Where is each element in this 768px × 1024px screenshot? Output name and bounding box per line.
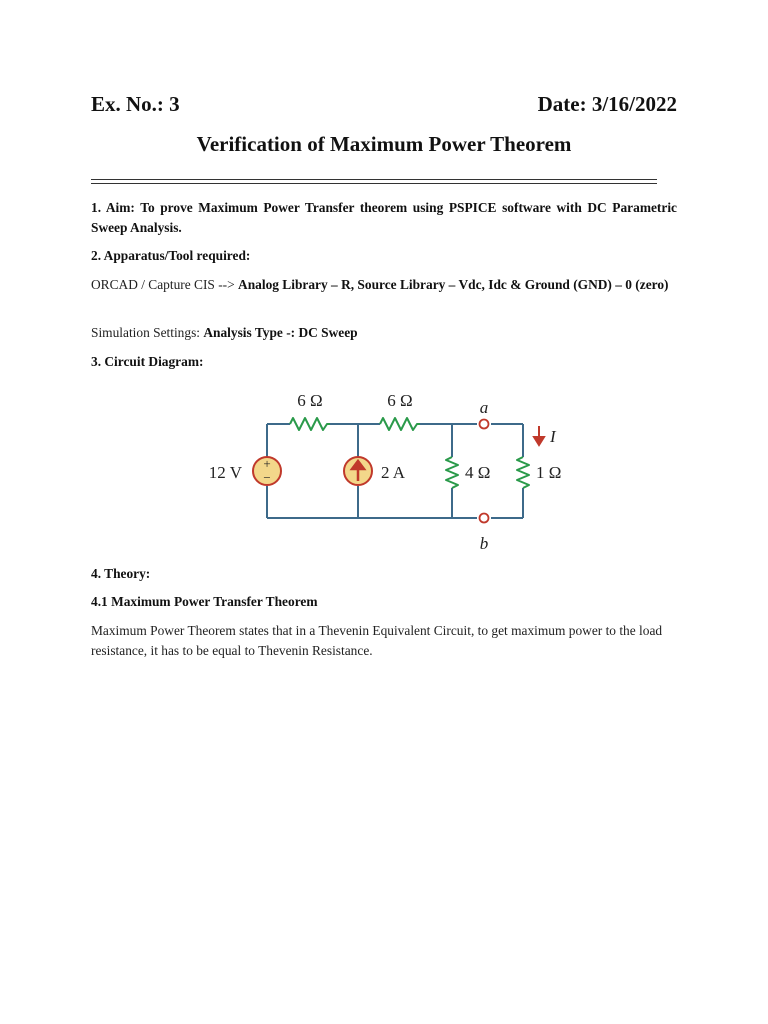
apparatus-heading: 2. Apparatus/Tool required: xyxy=(91,248,251,263)
apparatus-text xyxy=(91,275,677,295)
exercise-date: Date: 3/16/2022 xyxy=(537,92,677,116)
node-b-label: b xyxy=(479,534,489,553)
plus-sign: + xyxy=(263,456,271,471)
theory-heading: 4. Theory: xyxy=(91,566,151,581)
r3-label: 4 Ω xyxy=(465,463,491,482)
exercise-number: Ex. No.: 3 xyxy=(91,92,180,116)
circuit-heading: 3. Circuit Diagram: xyxy=(91,354,204,369)
load-resistor-label: 1 Ω xyxy=(536,463,562,482)
simulation-settings xyxy=(91,323,677,343)
page-title: Verification of Maximum Power Theorem xyxy=(196,132,572,156)
resistor-r2 xyxy=(380,418,420,430)
r2-label: 6 Ω xyxy=(387,391,413,410)
resistor-load xyxy=(517,457,529,488)
current-source-label: 2 A xyxy=(381,463,406,482)
resistor-r3 xyxy=(446,457,458,488)
theory-body: Maximum Power Theorem states that in a Thevenin Equivalent Circuit, to get maximum power to the load resistance, it has to be equal to Thevenin Resistance. xyxy=(91,623,663,658)
title-divider-bottom xyxy=(91,183,657,184)
terminal-b xyxy=(480,514,489,523)
title-divider-top xyxy=(91,179,657,180)
voltage-source-symbol xyxy=(253,456,281,485)
simulation-prefix: Simulation Settings: xyxy=(91,325,204,340)
voltage-source-label: 12 V xyxy=(208,463,242,482)
circuit-diagram xyxy=(195,385,580,555)
aim-text: 1. Aim: To prove Maximum Power Transfer theorem using PSPICE software with DC Parametric Sweep Analysis. xyxy=(91,200,677,235)
resistor-r1 xyxy=(290,418,330,430)
minus-sign: − xyxy=(263,470,271,485)
simulation-value: Analysis Type -: DC Sweep xyxy=(203,325,358,340)
current-label: I xyxy=(550,427,556,446)
theory-subheading: 4.1 Maximum Power Transfer Theorem xyxy=(91,594,318,609)
node-a-label: a xyxy=(479,398,489,417)
circuit-resistors xyxy=(290,418,529,488)
current-source-symbol xyxy=(344,457,372,485)
r1-label: 6 Ω xyxy=(297,391,323,410)
apparatus-prefix: ORCAD / Capture CIS --> xyxy=(91,277,239,292)
terminal-a xyxy=(480,420,489,429)
current-direction-arrow-icon xyxy=(534,426,544,445)
apparatus-libraries: Analog Library – R, Source Library – Vdc, Idc & Ground (GND) – 0 (zero) xyxy=(238,277,669,292)
